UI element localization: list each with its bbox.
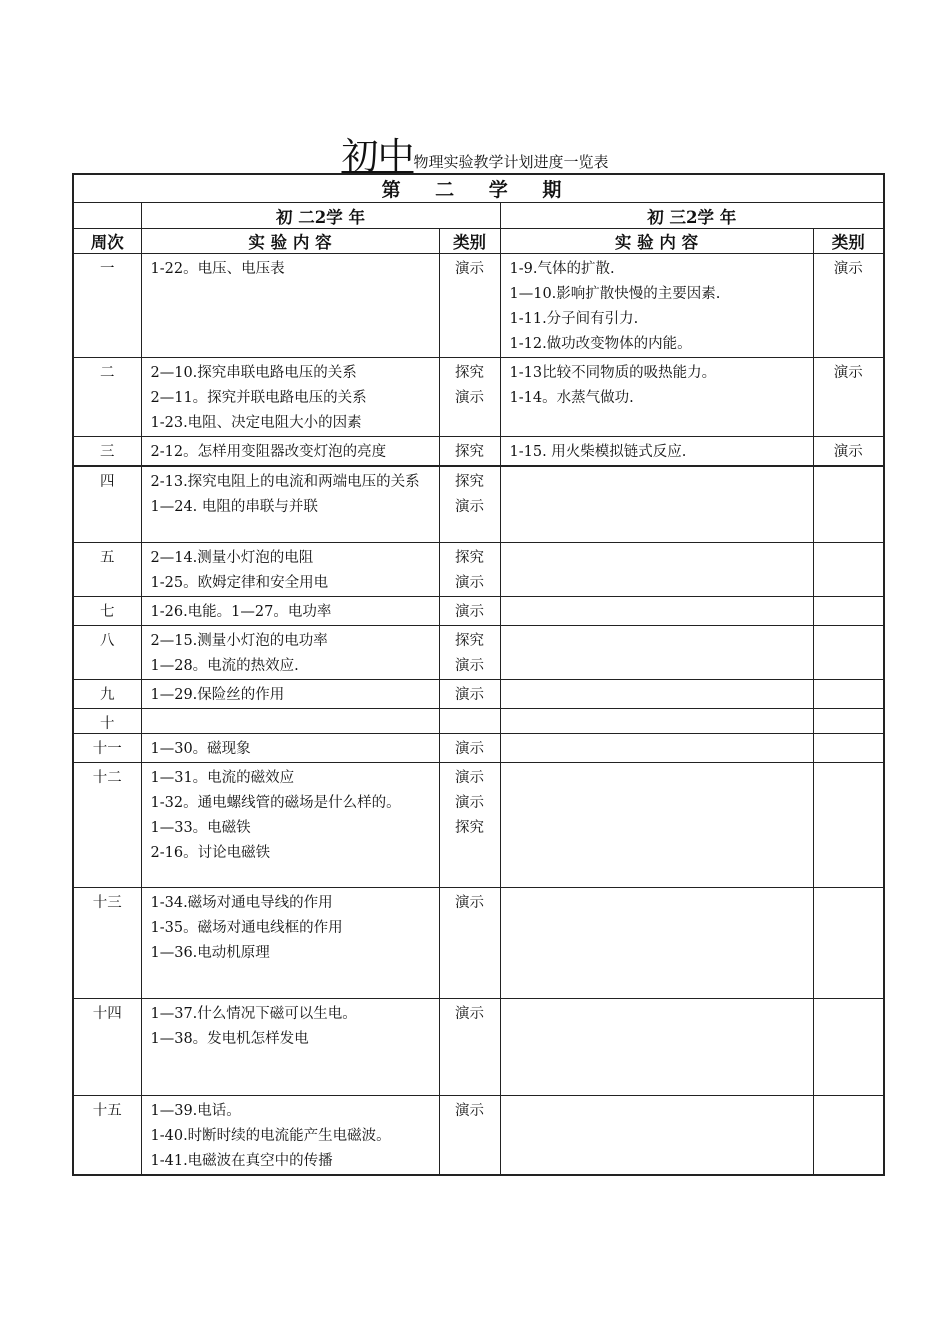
table-row <box>73 1095 884 1175</box>
grade-3-category-header: 类别 <box>813 229 884 254</box>
title-small: 物理实验教学计划进度一览表 <box>413 153 609 171</box>
grade-2-content-header: 实 验 内 容 <box>141 229 439 254</box>
experiment-line: 1-11.分子间有引力. <box>509 311 639 327</box>
grade-2-category-cell <box>439 762 500 887</box>
category-line: 探究 <box>455 444 484 460</box>
grade-2-category-cell <box>439 596 500 625</box>
grade-2-content-cell <box>141 887 439 998</box>
grade-2-content-cell <box>141 542 439 596</box>
grade-2-category-cell <box>439 679 500 708</box>
table-row <box>73 254 884 358</box>
grade-3-content-cell <box>500 762 813 887</box>
experiment-line: 1—28。电流的热效应. <box>150 657 299 674</box>
experiment-line: 2-12。怎样用变阻器改变灯泡的亮度 <box>150 444 387 460</box>
table-row <box>73 733 884 762</box>
grade-2-content-cell <box>141 679 439 708</box>
table-row <box>73 466 884 542</box>
grade-3-content-cell <box>500 596 813 625</box>
grade-2-content-cell <box>141 998 439 1095</box>
grade-3-content-cell <box>500 254 813 358</box>
grade-2-content-cell <box>141 596 439 625</box>
experiment-line: 1-15. 用火柴模拟链式反应. <box>509 444 687 460</box>
table-row <box>73 542 884 596</box>
grade-2-category-cell <box>439 1095 500 1175</box>
experiment-line: 1—38。发电机怎样发电 <box>150 1030 309 1047</box>
grade-3-content-cell <box>500 733 813 762</box>
grade-2-category-cell <box>439 466 500 542</box>
grade-2-content-cell <box>141 762 439 887</box>
grade-2-content-cell <box>141 254 439 358</box>
category-line: 演示 <box>455 1005 484 1022</box>
document-title <box>0 126 950 180</box>
category-line: 演示 <box>455 740 484 757</box>
category-line: 演示 <box>455 894 484 911</box>
experiment-line: 1-25。欧姆定律和安全用电 <box>150 574 329 591</box>
experiment-line: 1-14。水蒸气做功. <box>509 390 634 406</box>
category-line: 探究 <box>455 474 484 490</box>
experiment-line: 1—29.保险丝的作用 <box>150 686 285 703</box>
grade-2-content-cell <box>141 1095 439 1175</box>
grade-3-category-cell <box>813 762 884 887</box>
experiment-line: 2-16。讨论电磁铁 <box>150 844 271 861</box>
category-line: 演示 <box>455 261 484 277</box>
grade-2-content-cell <box>141 437 439 467</box>
grade-2-category-cell <box>439 254 500 358</box>
grade-2-content-cell <box>141 733 439 762</box>
grade-2-category-header: 类别 <box>439 229 500 254</box>
week-cell: 二 <box>73 358 141 437</box>
grade-3-content-cell <box>500 998 813 1095</box>
grade-2-category-cell <box>439 733 500 762</box>
week-cell: 十四 <box>73 998 141 1095</box>
table-row <box>73 708 884 733</box>
grade-3-content-cell <box>500 625 813 679</box>
grade-2-category-cell <box>439 358 500 437</box>
week-cell: 十三 <box>73 887 141 998</box>
week-cell: 三 <box>73 437 141 467</box>
grade-3-category-cell <box>813 887 884 998</box>
grade-3-content-cell <box>500 358 813 437</box>
grade-3-category-cell <box>813 625 884 679</box>
experiment-line: 1-34.磁场对通电导线的作用 <box>150 894 333 911</box>
table-row <box>73 762 884 887</box>
grade-2-category-cell <box>439 998 500 1095</box>
grade-3-content-cell <box>500 887 813 998</box>
grade-3-category-cell <box>813 679 884 708</box>
grade-3-content-cell <box>500 1095 813 1175</box>
category-line: 探究 <box>455 549 484 566</box>
experiment-line: 1—33。电磁铁 <box>150 819 251 836</box>
experiment-line: 1—39.电话。 <box>150 1102 241 1119</box>
week-cell: 十 <box>73 708 141 733</box>
experiment-line: 2-13.探究电阻上的电流和两端电压的关系 <box>150 474 420 490</box>
experiment-line: 1-9.气体的扩散. <box>509 261 615 277</box>
week-cell: 十五 <box>73 1095 141 1175</box>
grade-3-category-cell <box>813 708 884 733</box>
experiment-line: 1-40.时断时续的电流能产生电磁波。 <box>150 1127 391 1144</box>
grade-2-header: 初 二2学 年 <box>141 203 500 229</box>
grade-2-category-cell <box>439 625 500 679</box>
week-cell: 四 <box>73 466 141 542</box>
grade-3-content-cell <box>500 437 813 467</box>
category-line: 演示 <box>833 261 863 277</box>
week-cell: 十二 <box>73 762 141 887</box>
table-row <box>73 596 884 625</box>
experiment-line: 2—15.测量小灯泡的电功率 <box>150 632 328 649</box>
table-row <box>73 625 884 679</box>
table-row <box>73 887 884 998</box>
grade-3-content-cell <box>500 466 813 542</box>
experiment-line: 1—31。电流的磁效应 <box>150 769 295 786</box>
week-cell: 十一 <box>73 733 141 762</box>
experiment-line: 2—14.测量小灯泡的电阻 <box>150 549 314 566</box>
experiment-line: 1—10.影响扩散快慢的主要因素. <box>509 286 721 302</box>
grade-3-category-cell <box>813 358 884 437</box>
category-line: 探究 <box>455 819 484 836</box>
experiment-line: 1-32。通电螺线管的磁场是什么样的。 <box>150 794 401 811</box>
category-line: 探究 <box>455 365 484 381</box>
grade-2-content-cell <box>141 358 439 437</box>
title-big: 初中 <box>341 135 414 178</box>
experiment-line: 1-41.电磁波在真空中的传播 <box>150 1152 333 1169</box>
grade-3-content-cell <box>500 679 813 708</box>
week-column-header: 周次 <box>73 229 141 254</box>
category-line: 演示 <box>455 390 484 406</box>
category-line: 演示 <box>455 686 484 703</box>
category-line: 演示 <box>455 794 484 811</box>
grade-3-category-cell <box>813 466 884 542</box>
category-line: 探究 <box>455 632 484 649</box>
experiment-line: 2—10.探究串联电路电压的关系 <box>150 365 357 381</box>
week-cell: 一 <box>73 254 141 358</box>
experiment-line: 1—37.什么情况下磁可以生电。 <box>150 1005 357 1022</box>
table-row <box>73 998 884 1095</box>
week-cell: 八 <box>73 625 141 679</box>
grade-2-category-cell <box>439 437 500 467</box>
grade-3-content-header: 实 验 内 容 <box>500 229 813 254</box>
category-line: 演示 <box>833 444 863 460</box>
experiment-line: 1-23.电阻、决定电阻大小的因素 <box>150 415 362 431</box>
grade-3-content-cell <box>500 708 813 733</box>
grade-3-category-cell <box>813 733 884 762</box>
grade-2-category-cell <box>439 708 500 733</box>
grade-3-category-cell <box>813 254 884 358</box>
grade-3-category-cell <box>813 437 884 467</box>
week-cell: 五 <box>73 542 141 596</box>
grade-3-category-cell <box>813 596 884 625</box>
experiment-line: 1-22。电压、电压表 <box>150 261 285 277</box>
week-cell: 七 <box>73 596 141 625</box>
grade-3-content-cell <box>500 542 813 596</box>
category-line: 演示 <box>455 657 484 674</box>
experiment-line: 2—11。探究并联电路电压的关系 <box>150 390 367 406</box>
grade-2-category-cell <box>439 887 500 998</box>
table-row <box>73 358 884 437</box>
grade-3-category-cell <box>813 998 884 1095</box>
category-line: 演示 <box>455 603 484 620</box>
experiment-line: 1-26.电能。1—27。电功率 <box>150 603 332 620</box>
category-line: 演示 <box>455 1102 484 1119</box>
category-line: 演示 <box>455 574 484 591</box>
table-row <box>73 679 884 708</box>
week-cell: 九 <box>73 679 141 708</box>
experiment-line: 1—36.电动机原理 <box>150 944 270 961</box>
grade-3-category-cell <box>813 542 884 596</box>
grade-3-header: 初 三2学 年 <box>500 203 884 229</box>
grade-2-content-cell <box>141 708 439 733</box>
experiment-line: 1-13比较不同物质的吸热能力。 <box>509 365 717 381</box>
grade-3-category-cell <box>813 1095 884 1175</box>
grade-2-content-cell <box>141 625 439 679</box>
grade-header-empty <box>73 203 141 229</box>
experiment-schedule-table <box>72 173 885 1176</box>
experiment-line: 1—24. 电阻的串联与并联 <box>150 499 318 515</box>
experiment-line: 1-12.做功改变物体的内能。 <box>509 336 692 352</box>
table-row <box>73 437 884 467</box>
experiment-line: 1—30。磁现象 <box>150 740 251 757</box>
category-line: 演示 <box>455 499 484 515</box>
category-line: 演示 <box>833 365 863 381</box>
semester-header: 第 二 学 期 <box>73 174 884 203</box>
category-line: 演示 <box>455 769 484 786</box>
grade-2-content-cell <box>141 466 439 542</box>
experiment-line: 1-35。磁场对通电线框的作用 <box>150 919 343 936</box>
grade-2-category-cell <box>439 542 500 596</box>
